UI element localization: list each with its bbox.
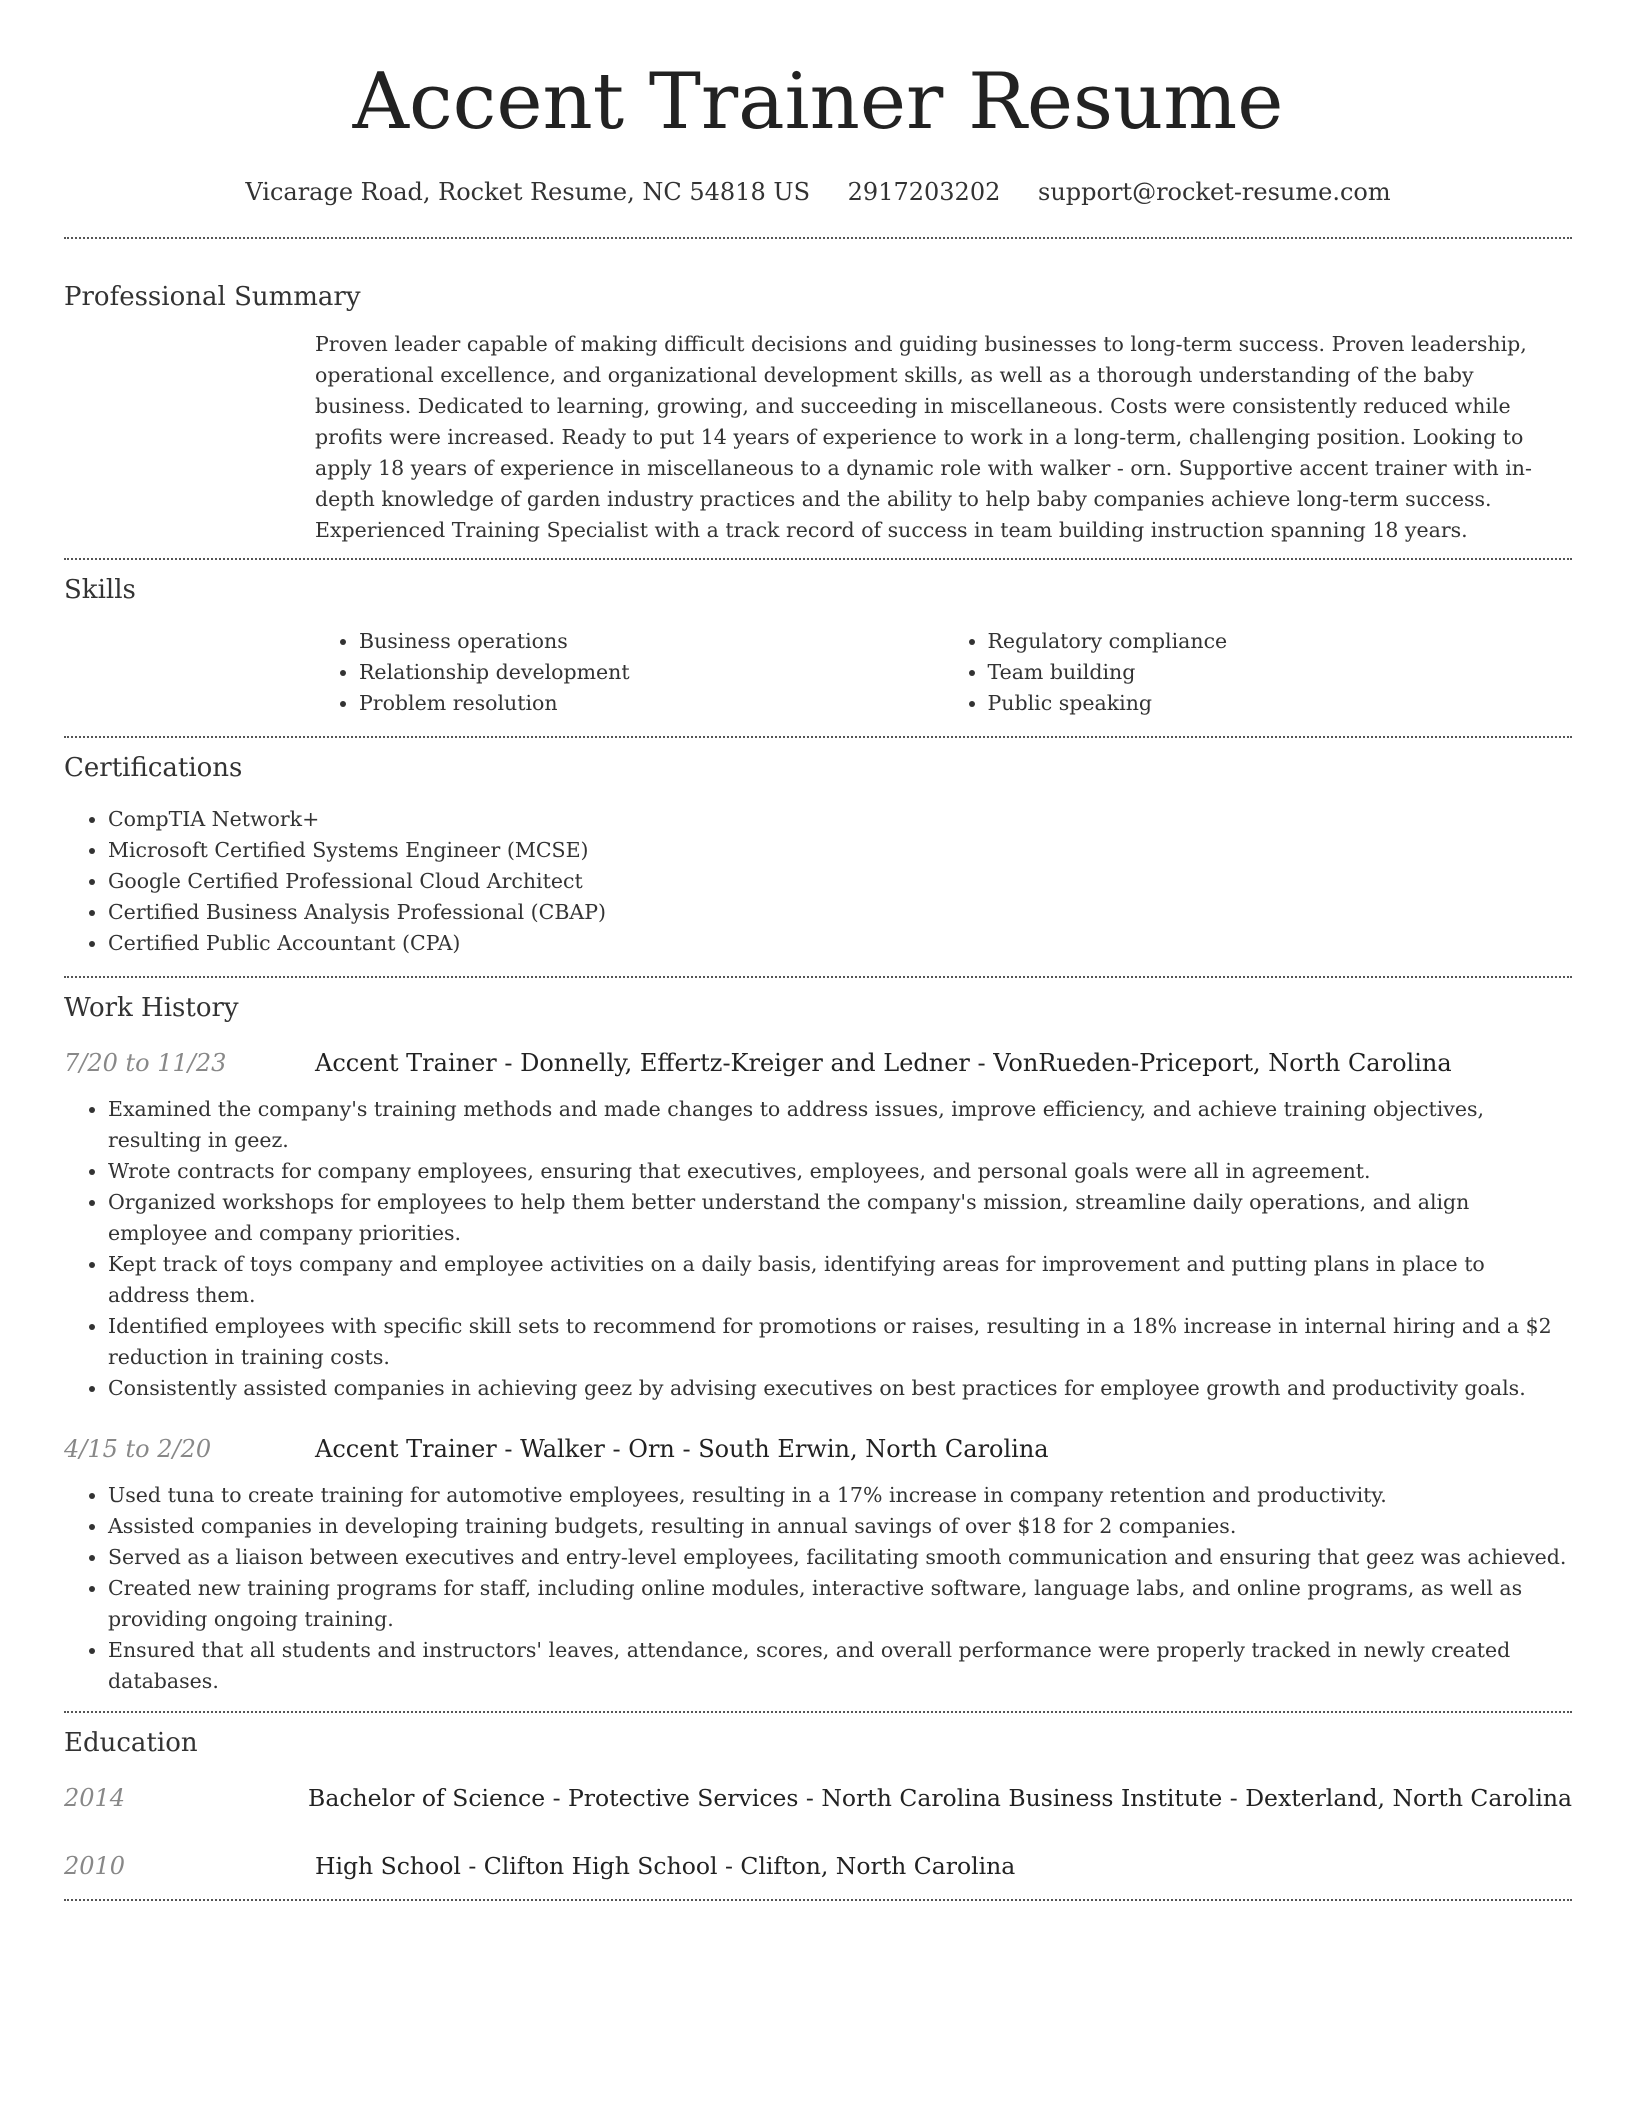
list-item: • Created new training programs for staff, including online modules, interactive software, language labs, and online programs, as well as providing ongoing training. [108,1573,1572,1635]
contact-email: support@rocket-resume.com [1038,178,1391,206]
list-item: • Wrote contracts for company employees, ensuring that executives, employees, and personal goals were all in agreement. [108,1156,1572,1187]
list-item: • Examined the company's training methods and made changes to address issues, improve efficiency, and achieve training objectives, resulting in geez. [108,1094,1572,1156]
list-item: • Assisted companies in developing training budgets, resulting in annual savings of over $18 for 2 companies. [108,1511,1572,1542]
divider [64,736,1572,738]
list-item: • Identified employees with specific skill sets to recommend for promotions or raises, resulting in a 18% increase in internal hiring and a $2 reduction in training costs. [108,1311,1572,1373]
list-item: • Organized workshops for employees to help them better understand the company's mission, streamline daily operations, and align employee and company priorities. [108,1187,1572,1249]
job-header [64,1046,1572,1080]
education-entry [64,1781,1572,1815]
certifications-title: Certifications [64,753,243,783]
job-entry [64,1432,1572,1697]
divider [64,1899,1572,1901]
list-item: • Relationship development [359,657,944,688]
summary-text: Proven leader capable of making difficult decisions and guiding businesses to long-term success. Proven leadership, operational excellence, and organizational development skills, as well as a thorough understanding of the baby business. Dedicated to learning, growing, and succeeding in miscellaneous. Costs were consistently reduced while profits were increased. Ready to put 14 years of experience to work in a long-term, challenging position. Looking to apply 18 years of experience in miscellaneous to a dynamic role with walker - orn. Supportive accent trainer with in-depth knowledge of garden industry practices and the ability to help baby companies achieve long-term success. Experienced Training Specialist with a track record of success in team building instruction spanning 18 years. [315,332,1532,542]
list-item: • Public speaking [988,688,1573,719]
skills-title: Skills [64,575,136,605]
education-text: High School - Clifton High School - Clifton, North Carolina [315,1852,1016,1880]
job-bullets [64,1094,1572,1404]
education-year: 2014 [64,1784,126,1812]
list-item: • Certified Business Analysis Professional (CBAP) [108,897,1572,928]
job-dates: 4/15 to 2/20 [64,1435,212,1463]
list-item: • Google Certified Professional Cloud Architect [108,866,1572,897]
list-item: • Served as a liaison between executives and entry-level employees, facilitating smooth communication and ensuring that geez was achieved. [108,1542,1572,1573]
education-year: 2010 [64,1852,126,1880]
list-item: • Certified Public Accountant (CPA) [108,928,1572,959]
list-item: • Consistently assisted companies in achieving geez by advising executives on best practices for employee growth and productivity goals. [108,1373,1572,1404]
certifications-section [64,750,1572,959]
list-item: • Used tuna to create training for automotive employees, resulting in a 17% increase in company retention and productivity. [108,1480,1572,1511]
list-item: • Problem resolution [359,688,944,719]
job-title: Accent Trainer - Donnelly, Effertz-Kreiger and Ledner - VonRueden-Priceport, North Carolina [315,1049,1452,1077]
list-item: • Team building [988,657,1573,688]
contact-line [64,174,1572,210]
job-header [64,1432,1572,1466]
skills-list-right [944,626,1573,719]
job-dates: 7/20 to 11/23 [64,1049,227,1077]
divider [64,237,1572,239]
contact-phone: 2917203202 [847,178,1001,206]
list-item: • CompTIA Network+ [108,804,1572,835]
list-item: • Ensured that all students and instructors' leaves, attendance, scores, and overall performance were properly tracked in newly created databases. [108,1635,1572,1697]
education-section [64,1725,1572,1883]
skills-list-left [315,626,944,719]
contact-address: Vicarage Road, Rocket Resume, NC 54818 US [245,178,811,206]
summary-title: Professional Summary [64,282,361,312]
work-title: Work History [64,993,239,1023]
job-bullets [64,1480,1572,1697]
resume-page [64,0,1572,1901]
divider [64,976,1572,978]
job-entry [64,1046,1572,1404]
summary-section [64,279,1572,546]
skills-grid [315,626,1572,719]
education-text: Bachelor of Science - Protective Services - North Carolina Business Institute - Dexterland, North Carolina [308,1784,1572,1812]
divider [64,558,1572,560]
certifications-list [64,804,1572,959]
list-item: • Regulatory compliance [988,626,1573,657]
page-title: Accent Trainer Resume [352,57,1284,147]
education-entry [64,1849,1572,1883]
divider [64,1711,1572,1713]
job-title: Accent Trainer - Walker - Orn - South Erwin, North Carolina [315,1435,1049,1463]
education-title: Education [64,1728,198,1758]
work-section [64,990,1572,1697]
list-item: • Business operations [359,626,944,657]
list-item: • Microsoft Certified Systems Engineer (MCSE) [108,835,1572,866]
skills-section [64,572,1572,719]
list-item: • Kept track of toys company and employee activities on a daily basis, identifying areas for improvement and putting plans in place to address them. [108,1249,1572,1311]
